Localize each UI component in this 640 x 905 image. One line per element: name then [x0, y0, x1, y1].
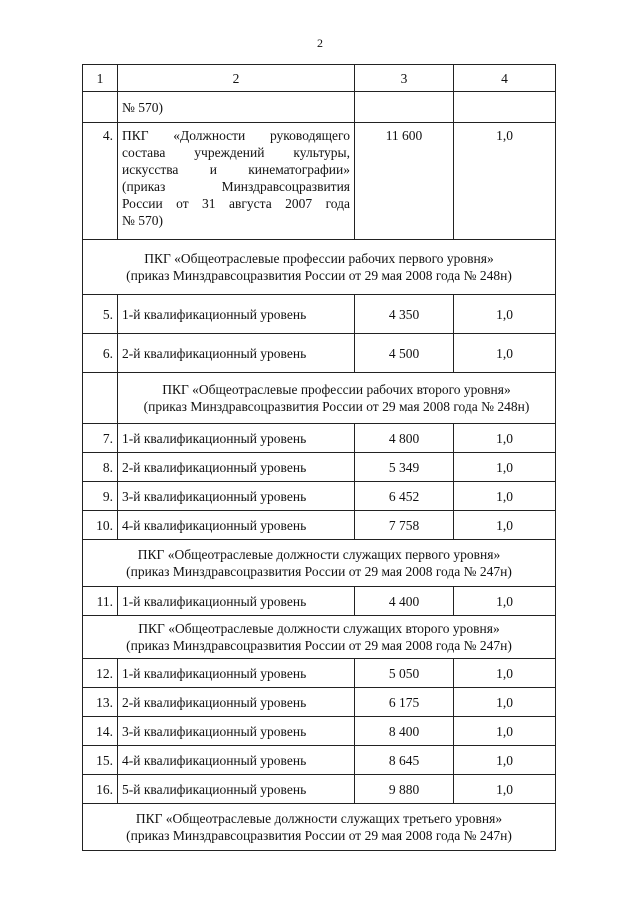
cell-name: 3-й квалификационный уровень	[118, 717, 355, 746]
name-line: России от 31 августа 2007 года	[122, 196, 350, 211]
table-row	[83, 295, 556, 334]
header-row	[83, 65, 556, 92]
cell-coef: 1,0	[454, 482, 556, 511]
cell-name: 2-й квалификационный уровень	[118, 334, 355, 373]
group-header-row	[83, 804, 556, 851]
cell-salary: 9 880	[355, 775, 454, 804]
cell-salary: 8 400	[355, 717, 454, 746]
cell-num: 12.	[83, 659, 118, 688]
cell-name: 2-й квалификационный уровень	[118, 453, 355, 482]
header-col-2: 2	[118, 65, 355, 92]
cell-coef: 1,0	[454, 424, 556, 453]
group-title: ПКГ «Общеотраслевые профессии рабочих первого уровня»	[144, 251, 494, 266]
group-header	[118, 373, 556, 424]
cell-num: 10.	[83, 511, 118, 540]
cell-num: 7.	[83, 424, 118, 453]
cell-num: 13.	[83, 688, 118, 717]
cell-name: 2-й квалификационный уровень	[118, 688, 355, 717]
cell-coef: 1,0	[454, 334, 556, 373]
table-row	[83, 659, 556, 688]
table-row	[83, 453, 556, 482]
table-row	[83, 334, 556, 373]
cell-num: 6.	[83, 334, 118, 373]
group-header-row	[83, 616, 556, 659]
table-row	[83, 746, 556, 775]
group-order: (приказ Минздравсоцразвития России от 29 мая 2008 года № 248н)	[143, 399, 530, 414]
page-number: 2	[317, 36, 323, 50]
group-title: ПКГ «Общеотраслевые должности служащих первого уровня»	[137, 547, 501, 562]
cell-salary: 5 349	[355, 453, 454, 482]
cell-coef: 1,0	[454, 511, 556, 540]
cell-coef: 1,0	[454, 295, 556, 334]
cell-salary: 4 400	[355, 587, 454, 616]
cell-num	[83, 92, 118, 123]
name-line: состава учреждений культуры,	[122, 145, 350, 160]
group-header	[83, 616, 556, 659]
continuation-row	[83, 92, 556, 123]
cell-name: 4-й квалификационный уровень	[118, 746, 355, 775]
cell-num: 5.	[83, 295, 118, 334]
group-order: (приказ Минздравсоцразвития России от 29 мая 2008 года № 247н)	[126, 564, 512, 579]
cell-name: 1-й квалификационный уровень	[118, 659, 355, 688]
group-header-row	[83, 540, 556, 587]
cell-salary: 7 758	[355, 511, 454, 540]
name-line: (приказ Минздравсоцразвития	[122, 179, 350, 194]
cell-salary: 11 600	[355, 123, 454, 240]
header-col-4: 4	[454, 65, 556, 92]
cell-coef: 1,0	[454, 123, 556, 240]
table-row	[83, 688, 556, 717]
cell-salary: 5 050	[355, 659, 454, 688]
group-order: (приказ Минздравсоцразвития России от 29 мая 2008 года № 247н)	[126, 828, 512, 843]
cell-coef: 1,0	[454, 659, 556, 688]
table-row	[83, 775, 556, 804]
table-row	[83, 511, 556, 540]
header-col-1: 1	[83, 65, 118, 92]
cell-coef: 1,0	[454, 453, 556, 482]
cell-salary: 4 350	[355, 295, 454, 334]
group-header-row	[83, 373, 556, 424]
cell-salary	[355, 92, 454, 123]
group-title: ПКГ «Общеотраслевые профессии рабочих второго уровня»	[162, 382, 511, 397]
cell-num	[83, 373, 118, 424]
cell-salary: 4 800	[355, 424, 454, 453]
table-row	[83, 424, 556, 453]
name-line: № 570)	[122, 213, 164, 228]
group-title: ПКГ «Общеотраслевые должности служащих второго уровня»	[138, 621, 500, 636]
cell-name: 1-й квалификационный уровень	[118, 424, 355, 453]
group-header	[83, 540, 556, 587]
cell-num: 11.	[83, 587, 118, 616]
cell-name: 3-й квалификационный уровень	[118, 482, 355, 511]
cell-coef: 1,0	[454, 746, 556, 775]
cell-name: 1-й квалификационный уровень	[118, 295, 355, 334]
name-line: искусства и кинематографии»	[122, 162, 350, 177]
cell-name: № 570)	[118, 92, 355, 123]
table-row	[83, 587, 556, 616]
cell-salary: 8 645	[355, 746, 454, 775]
cell-coef: 1,0	[454, 775, 556, 804]
cell-num: 9.	[83, 482, 118, 511]
cell-salary: 6 452	[355, 482, 454, 511]
cell-salary: 6 175	[355, 688, 454, 717]
group-order: (приказ Минздравсоцразвития России от 29 мая 2008 года № 247н)	[126, 638, 512, 653]
cell-name: 4-й квалификационный уровень	[118, 511, 355, 540]
table-row	[83, 123, 556, 240]
cell-salary: 4 500	[355, 334, 454, 373]
group-header	[83, 240, 556, 295]
cell-coef: 1,0	[454, 688, 556, 717]
salary-table	[82, 64, 556, 851]
cell-coef	[454, 92, 556, 123]
name-line: ПКГ «Должности руководящего	[122, 128, 350, 143]
table-row	[83, 717, 556, 746]
cell-num: 4.	[83, 123, 118, 240]
cell-num: 15.	[83, 746, 118, 775]
cell-name: 1-й квалификационный уровень	[118, 587, 355, 616]
group-header	[83, 804, 556, 851]
cell-num: 16.	[83, 775, 118, 804]
cell-num: 14.	[83, 717, 118, 746]
cell-name: 5-й квалификационный уровень	[118, 775, 355, 804]
group-order: (приказ Минздравсоцразвития России от 29 мая 2008 года № 248н)	[126, 268, 512, 283]
group-header-row	[83, 240, 556, 295]
cell-coef: 1,0	[454, 587, 556, 616]
cell-num: 8.	[83, 453, 118, 482]
group-title: ПКГ «Общеотраслевые должности служащих третьего уровня»	[135, 811, 503, 826]
header-col-3: 3	[355, 65, 454, 92]
cell-coef: 1,0	[454, 717, 556, 746]
cell-name	[118, 123, 355, 240]
table-row	[83, 482, 556, 511]
